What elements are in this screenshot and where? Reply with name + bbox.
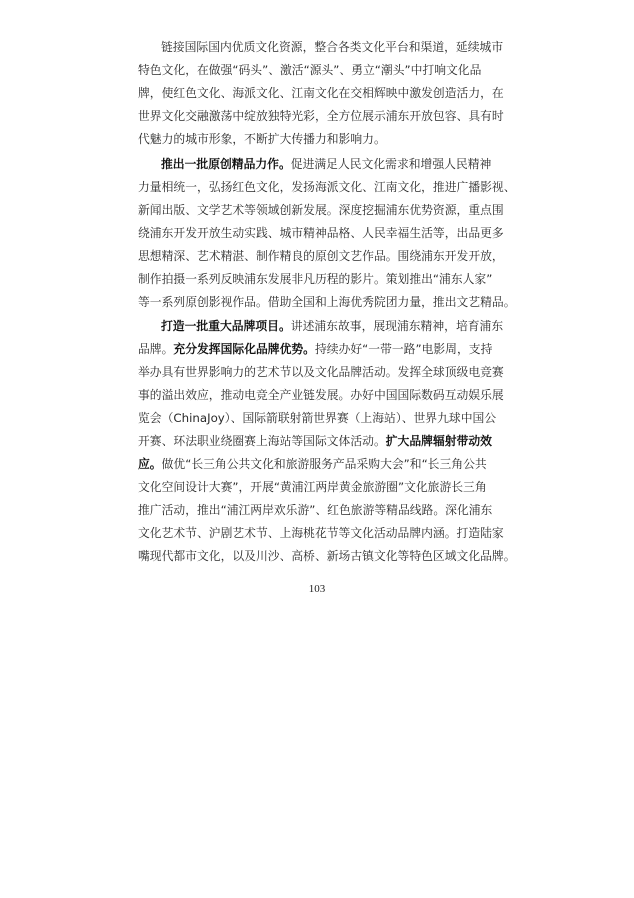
subheading: 充分发挥国际化品牌优势。 <box>173 342 315 356</box>
text-line: 文化艺术节、沪剧艺术节、上海桃花节等文化活动品牌内涵。打造陆家 <box>138 526 504 540</box>
text-line: 力量相统一，弘扬红色文化，发扬海派文化、江南文化，推进广播影视、 <box>138 179 516 194</box>
text-line: 事的溢出效应，推动电竞全产业链发展。办好中国国际数码互动娱乐展 <box>138 388 504 402</box>
text-span: 品牌。 <box>138 342 174 356</box>
text-line: 链接国际国内优质文化资源，整合各类文化平台和渠道，延续城市 <box>161 40 504 54</box>
text-line <box>138 153 502 176</box>
page-number: 103 <box>308 583 326 595</box>
text-span: 讲述浦东故事，展现浦东精神，培育浦东 <box>290 319 504 333</box>
section-heading: 打造一批重大品牌项目。 <box>161 319 291 333</box>
section-heading: 推出一批原创精品力作。 <box>161 156 291 171</box>
text-line: 特色文化，在做强“码头”、激活“源头”、勇立“潮头”中打响文化品 <box>138 63 482 77</box>
text-line: 文化空间设计大赛”，开展“黄浦江两岸黄金旅游圈”文化旅游长三角 <box>138 480 487 494</box>
body-text <box>138 36 516 570</box>
text-line: 制作拍摄一系列反映浦东发展非凡历程的影片。策划推出“浦东人家” <box>138 271 493 286</box>
subheading: 应。 <box>138 457 162 471</box>
text-line: 思想精深、艺术精湛、制作精良的原创文艺作品。围绕浦东开发开放， <box>138 248 504 263</box>
paragraph-3 <box>138 315 516 568</box>
text-line <box>138 430 502 453</box>
text-line <box>138 315 502 338</box>
text-span: 做优“长三角公共文化和旅游服务产品采购大会”和“长三角公共 <box>161 457 487 471</box>
text-line: 代魅力的城市形象，不断扩大传播力和影响力。 <box>138 132 386 146</box>
text-span: 持续办好“一带一路”电影周，支持 <box>314 342 493 356</box>
text-span: 开赛、环法职业绕圈赛上海站等国际文体活动。 <box>138 434 386 448</box>
text-line: 牌，使红色文化、海派文化、江南文化在交相辉映中激发创造活力，在 <box>138 86 504 100</box>
text-line: 览会（ChinaJoy）、国际箭联射箭世界赛（上海站）、世界九球中国公 <box>138 411 497 425</box>
text-line <box>138 453 502 476</box>
text-line: 等一系列原创影视作品。借助全国和上海优秀院团力量，推出文艺精品。 <box>138 294 516 309</box>
subheading: 扩大品牌辐射带动效 <box>385 434 492 448</box>
text-line: 绕浦东开发开放生动实践、城市精神品格、人民幸福生活等，出品更多 <box>138 225 504 240</box>
text-line: 嘴现代都市文化，以及川沙、高桥、新场古镇文化等特色区域文化品牌。 <box>138 549 516 563</box>
text-line: 举办具有世界影响力的艺术节以及文化品牌活动。发挥全球顶级电竞赛 <box>138 365 504 379</box>
text-line: 推广活动，推出“浦江两岸欢乐游”、红色旅游等精品线路。深化浦东 <box>138 503 493 517</box>
text-line <box>138 338 502 361</box>
paragraph-1 <box>138 36 502 151</box>
text-line: 新闻出版、文学艺术等领域创新发展。深度挖掘浦东优势资源，重点围 <box>138 202 504 217</box>
text-span: 促进满足人民文化需求和增强人民精神 <box>290 156 492 171</box>
text-line: 世界文化交融激荡中绽放独特光彩，全方位展示浦东开放包容、具有时 <box>138 109 504 123</box>
paragraph-2 <box>138 153 516 314</box>
